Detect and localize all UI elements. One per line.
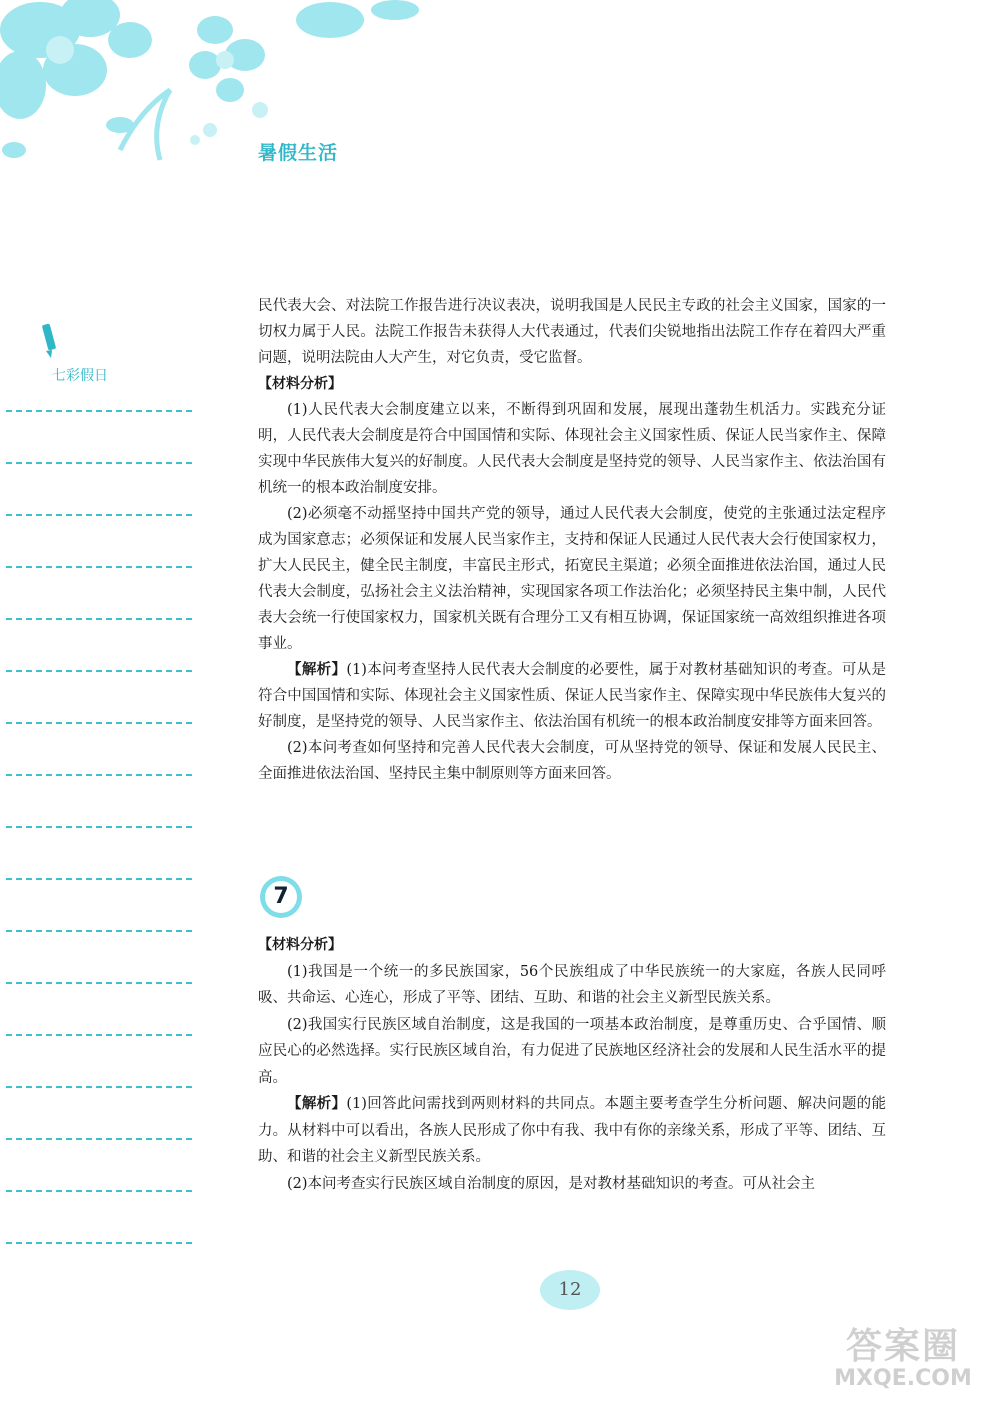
analysis-point-2: (2)本问考查如何坚持和完善人民代表大会制度，可从坚持党的领导、保证和发展人民民主、全面推进依法治国、坚持民主集中制原则等方面来回答。 xyxy=(258,740,886,782)
floral-decoration xyxy=(0,0,420,200)
sidebar-label: 七彩假日 xyxy=(52,368,108,384)
material-heading: 【材料分析】 xyxy=(258,376,342,392)
note-line xyxy=(6,1034,192,1036)
page-number: 12 xyxy=(558,1279,582,1300)
material-point-7-1: (1)我国是一个统一的多民族国家，56个民族组成了中华民族统一的大家庭，各族人民同呼吸、共命运、心连心，形成了平等、团结、互助、和谐的社会主义新型民族关系。 xyxy=(258,963,886,1006)
note-line xyxy=(6,670,192,672)
material-point-7-2: (2)我国实行民族区域自治制度，这是我国的一项基本政治制度，是尊重历史、合乎国情、顺应民心的必然选择。实行民族区域自治，有力促进了民族地区经济社会的发展和人民生活水平的提高。 xyxy=(258,1016,886,1086)
material-point-1: (1)人民代表大会制度建立以来，不断得到巩固和发展，展现出蓬勃生机活力。实践充分证明，人民代表大会制度是符合中国国情和实际、体现社会主义国家性质、保证人民当家作主、保障实现中华民族伟大复兴的好制度。人民代表大会制度是坚持党的领导、人民当家作主、依法治国有机统一的根本政治制度安排。 xyxy=(258,402,886,496)
note-line xyxy=(6,410,192,412)
note-line xyxy=(6,878,192,880)
watermark-bottom: MXQE.COM xyxy=(834,1366,972,1391)
header-title: 暑假生活 xyxy=(258,142,339,164)
material-heading-7: 【材料分析】 xyxy=(258,937,342,953)
note-line xyxy=(6,566,192,568)
watermark-top: 答案圈 xyxy=(845,1326,960,1367)
note-line xyxy=(6,722,192,724)
material-point-2: (2)必须毫不动摇坚持中国共产党的领导，通过人民代表大会制度，使党的主张通过法定程序成为国家意志；必须保证和发展人民当家作主，支持和保证人民通过人民代表大会行使国家权力，扩大人民民主，健全民主制度，丰富民主形式，拓宽民主渠道；必须全面推进依法治国，通过人民代表大会制度，弘扬社会主义法治精神，实现国家各项工作法治化；必须坚持民主集中制，人民代表大会统一行使国家权力，国家机关既有合理分工又有相互协调，保证国家统一高效组织推进各项事业。 xyxy=(258,506,886,652)
analysis-point-7-2: (2)本问考查实行民族区域自治制度的原因，是对教材基础知识的考查。可从社会主 xyxy=(287,1175,816,1192)
watermark xyxy=(818,1318,988,1398)
note-line xyxy=(6,462,192,464)
answer-block-7 xyxy=(258,932,886,1197)
note-line xyxy=(6,1138,192,1140)
pen-icon xyxy=(38,322,60,362)
note-line xyxy=(6,930,192,932)
note-line xyxy=(6,514,192,516)
analysis-label: 【解析】 xyxy=(287,662,347,678)
intro-paragraph: 民代表大会、对法院工作报告进行决议表决，说明我国是人民民主专政的社会主义国家，国家的一切权力属于人民。法院工作报告未获得人大代表通过，代表们尖锐地指出法院工作存在着四大严重问题，说明法院由人大产生，对它负责，受它监督。 xyxy=(258,298,886,366)
note-line xyxy=(6,774,192,776)
note-line xyxy=(6,1086,192,1088)
note-line xyxy=(6,1242,192,1244)
note-line xyxy=(6,826,192,828)
note-line xyxy=(6,982,192,984)
note-lines xyxy=(0,400,200,1270)
analysis-label-7: 【解析】 xyxy=(287,1096,347,1112)
note-line xyxy=(6,618,192,620)
question-number: 7 xyxy=(273,884,289,909)
analysis-point-7-1: 【解析】(1)回答此问需找到两则材料的共同点。本题主要考查学生分析问题、解决问题的能力。从材料中可以看出，各族人民形成了你中有我、我中有你的亲缘关系，形成了平等、团结、互助、和谐的社会主义新型民族关系。 xyxy=(258,1096,886,1165)
analysis-point-1: 【解析】(1)本问考查坚持人民代表大会制度的必要性，属于对教材基础知识的考查。可从是符合中国国情和实际、体现社会主义国家性质、保证人民当家作主、保障实现中华民族伟大复兴的好制度，是坚持党的领导、人民当家作主、依法治国有机统一的根本政治制度安排等方面来回答。 xyxy=(258,662,886,730)
answer-block-6 xyxy=(258,293,886,787)
note-line xyxy=(6,1190,192,1192)
